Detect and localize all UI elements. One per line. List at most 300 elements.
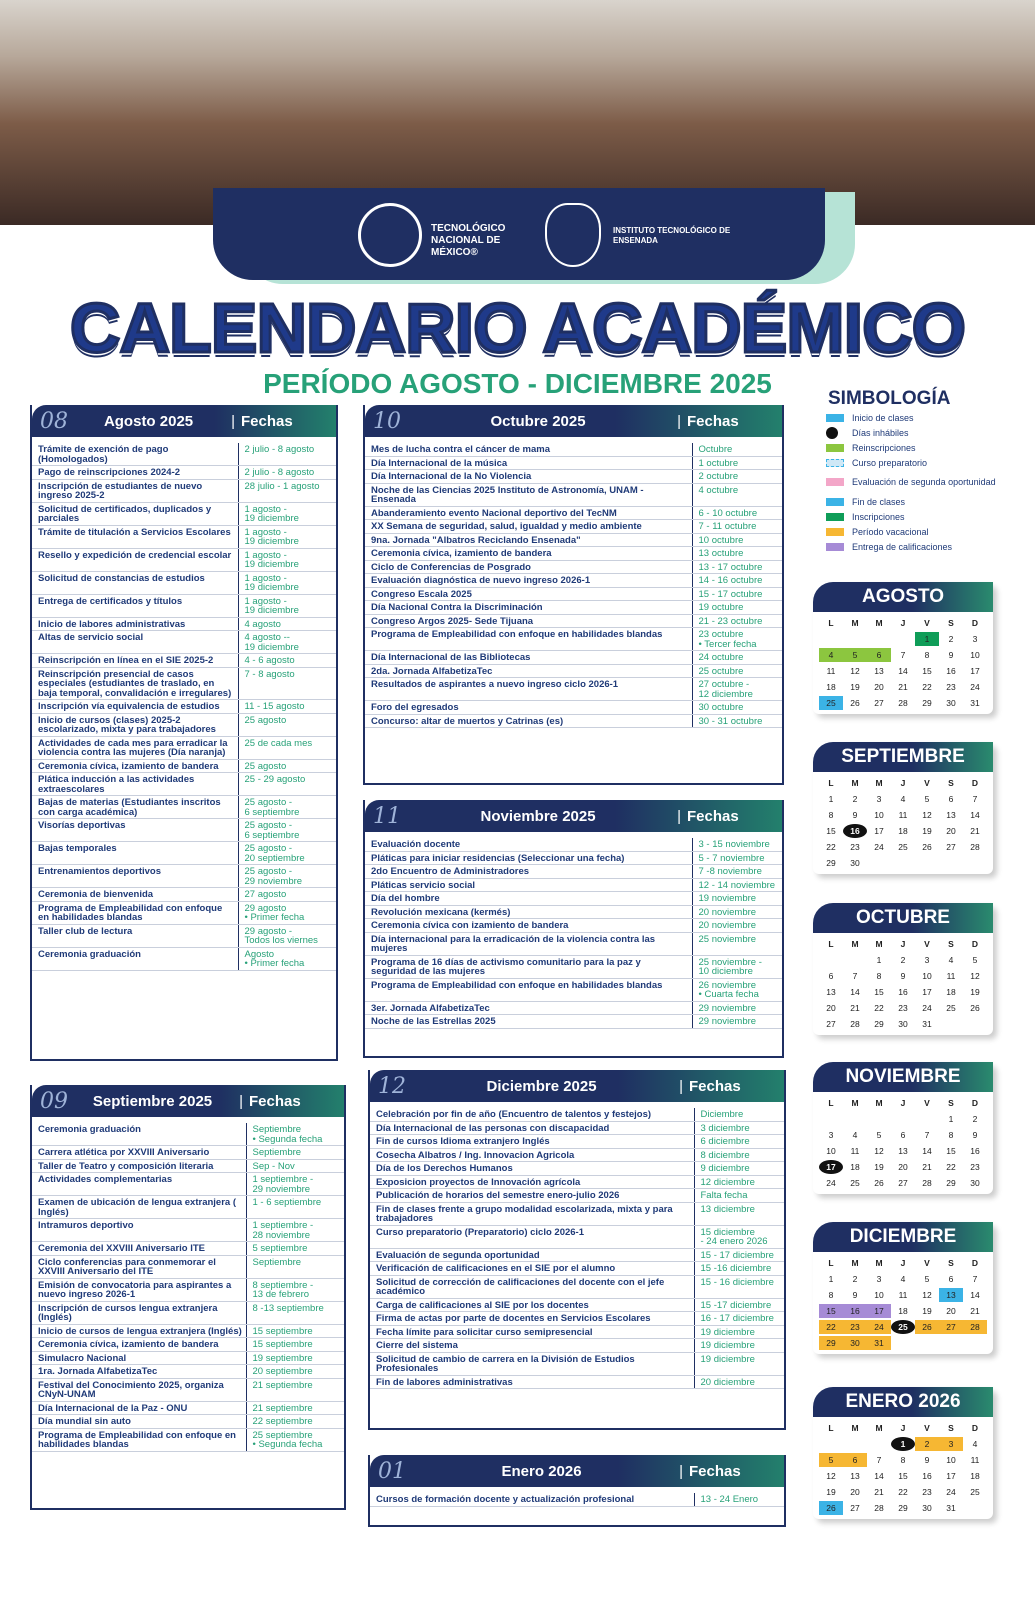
weekday-label: S (948, 1258, 954, 1268)
table-row (32, 1242, 344, 1256)
weekday-label: M (875, 618, 883, 628)
calendar-day: 7 (924, 1130, 930, 1140)
weekday-label: J (900, 1258, 906, 1268)
octubre-table (363, 405, 784, 785)
event-name: Fin de labores administrativas (370, 1375, 694, 1389)
calendar-day: 11 (826, 666, 836, 676)
calendar-day: 9 (948, 650, 954, 660)
table-row (365, 865, 782, 879)
table-row (365, 614, 782, 628)
event-name: Resultados de aspirantes a nuevo ingreso ciclo 2026-1 (365, 678, 692, 701)
calendar-day (867, 632, 891, 646)
agosto-table (30, 405, 338, 1061)
weekday-label: M (851, 618, 859, 628)
table-row (365, 547, 782, 561)
weekday-label: S (948, 1423, 954, 1433)
calendar-day: 31 (970, 698, 980, 708)
event-name: Ceremonia graduación (32, 947, 238, 970)
tecnm-logo-icon (358, 203, 422, 267)
table-row (365, 714, 782, 728)
calendar-day: 24 (826, 1178, 836, 1188)
event-date: 1 agosto - 19 diciembre (238, 594, 336, 617)
event-name: Ceremonia cívica, izamiento de bandera (32, 1338, 246, 1352)
calendar-day: 22 (819, 1320, 843, 1334)
header-divider: | (677, 807, 681, 825)
event-name: Inicio de cursos de lengua extranjera (Inglés) (32, 1324, 246, 1338)
mini-calendar-title: ENERO 2026 (813, 1387, 993, 1417)
event-date: 4 agosto (238, 617, 336, 631)
calendar-day: 12 (826, 1471, 836, 1481)
event-date: 1 agosto - 19 diciembre (238, 548, 336, 571)
table-row (370, 1312, 784, 1326)
calendar-day: 29 (898, 1503, 908, 1513)
table-row (32, 888, 336, 902)
calendar-day: 11 (898, 1290, 908, 1300)
legend-label: Inicio de clases (852, 412, 914, 423)
event-date: 15 diciembre - 24 enero 2026 (694, 1225, 784, 1248)
calendar-day: 20 (874, 682, 884, 692)
calendar-day: 26 (915, 1320, 939, 1334)
legend-item (826, 494, 1026, 509)
mini-calendar (813, 1387, 993, 1519)
calendar-day: 14 (898, 666, 908, 676)
legend-label: Curso preparatorio (852, 457, 928, 468)
calendar-day: 11 (970, 1455, 980, 1465)
month-title: Octubre 2025 (490, 412, 586, 430)
month-title: Noviembre 2025 (480, 807, 596, 825)
table-row (32, 594, 336, 617)
calendar-day: 7 (972, 794, 978, 804)
event-date: 11 - 15 agosto (238, 700, 336, 714)
event-date: 2 julio - 8 agosto (238, 443, 336, 466)
event-name: 3er. Jornada AlfabetizaTec (365, 1001, 692, 1015)
calendar-day: 1 (876, 955, 882, 965)
event-date: 12 - 14 noviembre (692, 878, 782, 892)
event-name: Cursos de formación docente y actualización profesional (370, 1493, 694, 1506)
fechas-header: Fechas (689, 1077, 741, 1095)
calendar-day: 28 (970, 842, 980, 852)
weekday-label: L (828, 1423, 834, 1433)
calendar-day: 25 (970, 1487, 980, 1497)
weekday-label: V (924, 939, 930, 949)
calendar-day: 12 (922, 810, 932, 820)
event-date: 3 - 15 noviembre (692, 838, 782, 851)
event-name: Inicio de labores administrativas (32, 617, 238, 631)
calendar-day: 3 (876, 794, 882, 804)
weekday-label: M (875, 1423, 883, 1433)
table-row (32, 1173, 344, 1196)
weekday-label: D (971, 1258, 979, 1268)
legend-item (826, 440, 1026, 455)
weekday-label: M (851, 939, 859, 949)
legend-swatch-icon (826, 478, 844, 486)
calendar-day: 29 (874, 1019, 884, 1029)
table-row (32, 1255, 344, 1278)
event-date: 20 septiembre (246, 1365, 344, 1379)
legend-item (826, 425, 1026, 440)
calendar-day: 16 (898, 987, 908, 997)
weekday-label: J (900, 939, 906, 949)
event-date: Diciembre (694, 1108, 784, 1121)
header-divider: | (679, 1077, 683, 1095)
table-row (32, 1159, 344, 1173)
event-name: Ceremonia cívica, izamiento de bandera (32, 759, 238, 773)
event-name: 2da. Jornada AlfabetizaTec (365, 664, 692, 678)
event-date: 25 agosto (238, 759, 336, 773)
table-row (365, 851, 782, 865)
event-date: 3 diciembre (694, 1121, 784, 1135)
event-date: 15 - 17 diciembre (694, 1248, 784, 1262)
legend-item (826, 539, 1026, 554)
event-name: Festival del Conocimiento 2025, organiza CNyN-UNAM (32, 1378, 246, 1401)
calendar-day (867, 1112, 891, 1126)
event-name: Ciclo conferencias para conmemorar el XXVIII Aniversario del ITE (32, 1255, 246, 1278)
calendar-day: 28 (874, 1503, 884, 1513)
mini-calendar-title: NOVIEMBRE (813, 1062, 993, 1092)
event-name: Evaluación diagnóstica de nuevo ingreso 2026-1 (365, 574, 692, 588)
table-row (365, 587, 782, 601)
calendar-day: 5 (924, 1274, 930, 1284)
weekday-label: D (971, 939, 979, 949)
calendar-day: 16 (922, 1471, 932, 1481)
event-date: Septiembre (246, 1146, 344, 1160)
event-date: 28 julio - 1 agosto (238, 479, 336, 502)
calendar-day: 20 (850, 1487, 860, 1497)
event-date: 19 octubre (692, 601, 782, 615)
calendar-day (819, 1437, 843, 1451)
table-row (32, 1301, 344, 1324)
header-divider: | (239, 1092, 243, 1110)
calendar-day: 7 (876, 1455, 882, 1465)
event-date: 29 noviembre (692, 1015, 782, 1029)
calendar-day: 15 (826, 826, 836, 836)
event-date: 15 -17 diciembre (694, 1298, 784, 1312)
calendar-day: 6 (828, 971, 834, 981)
legend-label: Período vacacional (852, 526, 929, 537)
calendar-day: 12 (922, 1290, 932, 1300)
event-date: 25 agosto - 6 septiembre (238, 819, 336, 842)
calendar-day: 6 (948, 794, 954, 804)
event-name: Ceremonia cívica con izamiento de bandera (365, 919, 692, 933)
calendar-day: 13 (898, 1146, 908, 1156)
weekday-label: S (948, 939, 954, 949)
table-row (365, 443, 782, 456)
event-date: 19 noviembre (692, 892, 782, 906)
event-date: 19 diciembre (694, 1325, 784, 1339)
event-date: 2 octubre (692, 470, 782, 484)
calendar-day: 20 (826, 1003, 836, 1013)
table-row (370, 1162, 784, 1176)
table-row (365, 838, 782, 851)
calendar-day (867, 1437, 891, 1451)
table-row (365, 533, 782, 547)
calendar-day: 3 (924, 955, 930, 965)
event-date: 1 septiembre - 28 noviembre (246, 1219, 344, 1242)
month-title: Septiembre 2025 (92, 1092, 213, 1110)
event-name: Concurso: altar de muertos y Catrinas (es) (365, 714, 692, 728)
event-date: 20 noviembre (692, 919, 782, 933)
agosto-header (32, 405, 336, 437)
table-row (365, 678, 782, 701)
calendar-day: 28 (963, 1320, 987, 1334)
event-name: Taller de Teatro y composición literaria (32, 1159, 246, 1173)
event-name: Día Nacional Contra la Discriminación (365, 601, 692, 615)
calendar-day: 28 (922, 1178, 932, 1188)
month-number: 12 (378, 1073, 406, 1099)
event-name: Altas de servicio social (32, 631, 238, 654)
calendar-day: 15 (819, 1304, 843, 1318)
table-row (365, 560, 782, 574)
calendar-day: 12 (970, 971, 980, 981)
table-row (32, 1378, 344, 1401)
weekday-label: L (828, 618, 834, 628)
event-name: Pago de reinscripciones 2024-2 (32, 466, 238, 480)
event-date: 4 - 6 agosto (238, 654, 336, 668)
event-name: Ciclo de Conferencias de Posgrado (365, 560, 692, 574)
calendar-day: 17 (867, 1304, 891, 1318)
event-name: Publicación de horarios del semestre enero-julio 2026 (370, 1189, 694, 1203)
logo-banner (213, 188, 825, 280)
calendar-day: 25 (819, 696, 843, 710)
table-row (32, 443, 336, 466)
calendar-day: 18 (898, 1306, 908, 1316)
table-row (370, 1148, 784, 1162)
legend-swatch-icon (826, 528, 844, 536)
event-date: 25 de cada mes (238, 736, 336, 759)
table-row (365, 470, 782, 484)
event-name: Inscripción de cursos lengua extranjera (Inglés) (32, 1301, 246, 1324)
calendar-day: 9 (900, 971, 906, 981)
calendar-day: 19 (826, 1487, 836, 1497)
enero-header (370, 1455, 784, 1487)
legend-swatch-icon (826, 498, 844, 506)
weekday-label: D (971, 1098, 979, 1108)
event-name: Ceremonia graduación (32, 1123, 246, 1146)
calendar-day: 28 (898, 698, 908, 708)
event-name: Solicitud de constancias de estudios (32, 571, 238, 594)
calendar-day: 13 (946, 810, 956, 820)
event-date: 12 diciembre (694, 1175, 784, 1189)
event-name: Día del hombre (365, 892, 692, 906)
event-date: 29 agosto - Todos los viernes (238, 924, 336, 947)
table-row (32, 631, 336, 654)
event-name: Programa de Empleabilidad con enfoque en habilidades blandas (365, 628, 692, 651)
calendar-day: 9 (972, 1130, 978, 1140)
calendar-day: 29 (946, 1178, 956, 1188)
calendar-day: 30 (970, 1178, 980, 1188)
event-name: Día internacional para la erradicación de la violencia contra las mujeres (365, 932, 692, 955)
table-row (32, 1401, 344, 1415)
legend-label: Entrega de calificaciones (852, 541, 953, 552)
table-row (32, 548, 336, 571)
event-date: 8 diciembre (694, 1148, 784, 1162)
calendar-day: 29 (922, 698, 932, 708)
legend-swatch-icon (826, 543, 844, 551)
event-name: Reinscripción en línea en el SIE 2025-2 (32, 654, 238, 668)
calendar-day: 26 (922, 842, 932, 852)
table-row (32, 796, 336, 819)
event-date: 25 - 29 agosto (238, 773, 336, 796)
table-row (32, 865, 336, 888)
calendar-day: 30 (922, 1503, 932, 1513)
event-name: Curso preparatorio (Preparatorio) ciclo 2026-1 (370, 1225, 694, 1248)
event-name: Día Internacional de la No Violencia (365, 470, 692, 484)
table-row (32, 1146, 344, 1160)
event-name: Noche de las Ciencias 2025 Instituto de Astronomía, UNAM - Ensenada (365, 483, 692, 506)
event-date: 2 julio - 8 agosto (238, 466, 336, 480)
legend-label: Evaluación de segunda oportunidad (852, 477, 996, 487)
fechas-header: Fechas (687, 412, 739, 430)
calendar-day: 21 (922, 1162, 932, 1172)
calendar-day: 2 (948, 634, 954, 644)
event-date: 9 diciembre (694, 1162, 784, 1176)
mini-calendar-title: AGOSTO (813, 582, 993, 612)
event-date: Septiembre • Segunda fecha (246, 1123, 344, 1146)
calendar-day: 24 (922, 1003, 932, 1013)
event-date: 8 septiembre - 13 de febrero (246, 1278, 344, 1301)
weekday-label: V (924, 1098, 930, 1108)
table-row (32, 479, 336, 502)
calendar-day: 10 (922, 971, 932, 981)
calendar-day: 11 (898, 810, 908, 820)
weekday-label: V (924, 1423, 930, 1433)
calendar-day: 1 (828, 1274, 834, 1284)
calendar-day: 17 (874, 826, 884, 836)
calendar-day: 31 (946, 1503, 956, 1513)
calendar-day: 23 (922, 1487, 932, 1497)
calendar-day: 4 (948, 955, 954, 965)
event-date: 7 - 8 agosto (238, 667, 336, 700)
event-date: 26 noviembre • Cuarta fecha (692, 978, 782, 1001)
event-name: Celebración por fin de año (Encuentro de talentos y festejos) (370, 1108, 694, 1121)
table-row (32, 502, 336, 525)
event-name: Programa de Empleabilidad con enfoque en habilidades blandas (365, 978, 692, 1001)
event-name: 1ra. Jornada AlfabetizaTec (32, 1365, 246, 1379)
table-row (370, 1375, 784, 1389)
calendar-day: 24 (970, 682, 980, 692)
event-date: 15 -16 diciembre (694, 1262, 784, 1276)
event-name: Visorías deportivas (32, 819, 238, 842)
calendar-day: 26 (970, 1003, 980, 1013)
event-date: 15 septiembre (246, 1338, 344, 1352)
calendar-day: 21 (874, 1487, 884, 1497)
calendar-day: 3 (939, 1437, 963, 1451)
calendar-day: 20 (946, 1306, 956, 1316)
calendar-day: 14 (874, 1471, 884, 1481)
diciembre-table (368, 1070, 786, 1430)
weekday-label: J (900, 1098, 906, 1108)
calendar-day (843, 632, 867, 646)
calendar-day: 22 (922, 682, 932, 692)
event-name: Día mundial sin auto (32, 1415, 246, 1429)
calendar-day: 16 (843, 1304, 867, 1318)
table-row (365, 955, 782, 978)
event-date: 27 octubre - 12 diciembre (692, 678, 782, 701)
event-name: Programa de 16 días de activismo comunitario para la paz y seguridad de las mujeres (365, 955, 692, 978)
event-name: Día Internacional de la música (365, 456, 692, 470)
calendar-day: 10 (826, 1146, 836, 1156)
calendar-day: 13 (939, 1288, 963, 1302)
calendar-day: 18 (826, 682, 836, 692)
event-name: Solicitud de corrección de calificaciones del docente con el jefe académico (370, 1275, 694, 1298)
page-subtitle: PERÍODO AGOSTO - DICIEMBRE 2025 (263, 368, 772, 399)
weekday-label: L (828, 1098, 834, 1108)
septiembre-header (32, 1085, 344, 1117)
event-name: Inscripción vía equivalencia de estudios (32, 700, 238, 714)
calendar-day: 26 (819, 1501, 843, 1515)
event-name: Programa de Empleabilidad con enfoque en habilidades blandas (32, 1428, 246, 1451)
weekday-label: M (851, 778, 859, 788)
legend-swatch-icon (826, 513, 844, 521)
table-row (365, 1001, 782, 1015)
weekday-label: S (948, 618, 954, 628)
calendar-day: 21 (970, 1306, 980, 1316)
table-row (370, 1352, 784, 1375)
event-date: 25 agosto - 29 noviembre (238, 865, 336, 888)
event-date: 13 - 17 octubre (692, 560, 782, 574)
table-row (365, 919, 782, 933)
mini-calendar (813, 1062, 993, 1194)
table-row (365, 520, 782, 534)
calendar-day: 21 (898, 682, 908, 692)
weekday-label: M (875, 778, 883, 788)
calendar-day: 2 (972, 1114, 978, 1124)
calendar-day: 29 (819, 1336, 843, 1350)
event-date: 10 octubre (692, 533, 782, 547)
calendar-day: 14 (970, 810, 980, 820)
month-number: 08 (40, 408, 68, 434)
calendar-day: 23 (843, 1320, 867, 1334)
weekday-label: M (851, 1258, 859, 1268)
table-row (370, 1108, 784, 1121)
calendar-day: 27 (946, 842, 956, 852)
fechas-header: Fechas (241, 412, 293, 430)
event-name: Revolución mexicana (kermés) (365, 905, 692, 919)
calendar-day: 11 (946, 971, 956, 981)
calendar-day (819, 632, 843, 646)
calendar-day: 8 (948, 1130, 954, 1140)
event-date: 5 - 7 noviembre (692, 851, 782, 865)
calendar-day (891, 1112, 915, 1126)
event-date: 19 diciembre (694, 1352, 784, 1375)
event-name: Día Internacional de las Bibliotecas (365, 651, 692, 665)
calendar-day: 18 (850, 1162, 860, 1172)
calendar-day (843, 1112, 867, 1126)
event-name: Resello y expedición de credencial escolar (32, 548, 238, 571)
calendar-day: 26 (874, 1178, 884, 1188)
calendar-day: 30 (946, 698, 956, 708)
calendar-day: 19 (874, 1162, 884, 1172)
calendar-day: 25 (946, 1003, 956, 1013)
calendar-day: 1 (915, 632, 939, 646)
event-date: 5 septiembre (246, 1242, 344, 1256)
event-date: 1 agosto - 19 diciembre (238, 525, 336, 548)
event-name: Día Internacional de las personas con discapacidad (370, 1121, 694, 1135)
table-row (32, 654, 336, 668)
weekday-label: D (971, 1423, 979, 1433)
legend-swatch-icon (826, 414, 844, 422)
table-row (32, 1428, 344, 1451)
event-date: 1 agosto - 19 diciembre (238, 502, 336, 525)
event-date: 27 agosto (238, 888, 336, 902)
calendar-day: 12 (874, 1146, 884, 1156)
calendar-day: 6 (843, 1453, 867, 1467)
event-date: 6 - 10 octubre (692, 506, 782, 520)
calendar-day (819, 1112, 843, 1126)
event-date: 25 agosto (238, 713, 336, 736)
mini-calendar (813, 903, 993, 1035)
calendar-day (819, 953, 843, 967)
